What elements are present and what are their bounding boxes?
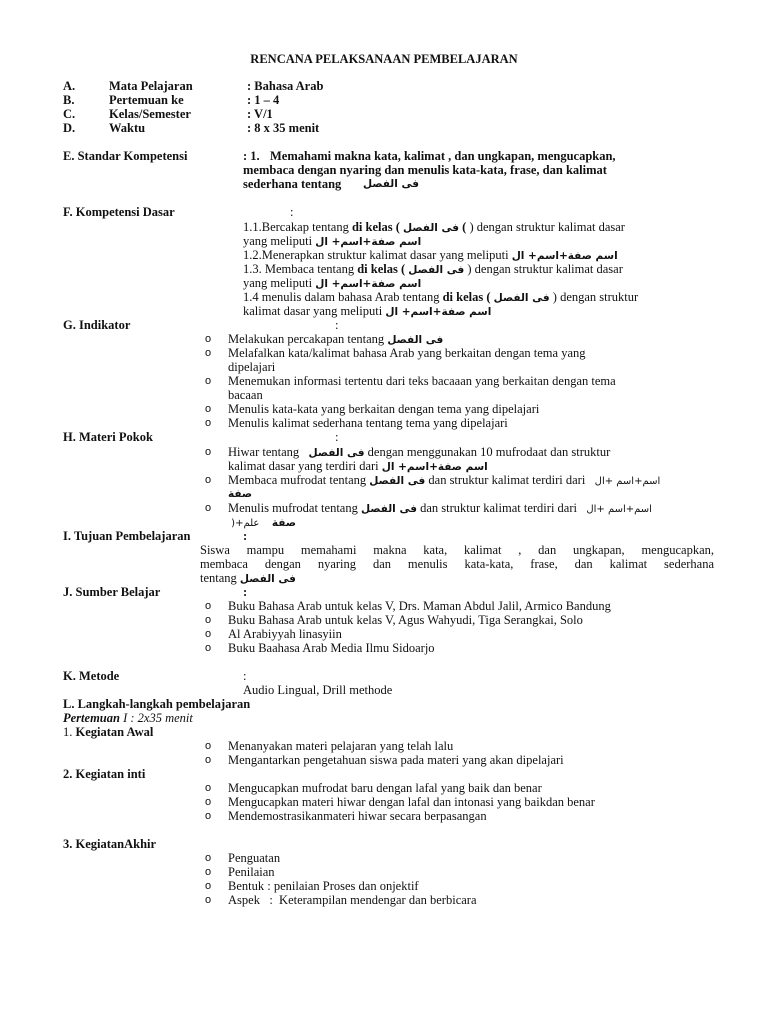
bullet-marker: o	[205, 600, 212, 612]
identity-value: : V/1	[247, 107, 273, 121]
section-heading: J. Sumber Belajar	[63, 585, 161, 599]
kd-item: 1.2.Menerapkan struktur kalimat dasar yang meliputi اسم صفة+اسم+ ال	[243, 248, 618, 262]
bullet-marker: o	[205, 417, 212, 429]
kd-item: 1.3. Membaca tentang di kelas ( فى الفصل ) dengan struktur kalimat dasar	[243, 262, 623, 276]
identity-value: : 1 – 4	[247, 93, 280, 107]
materi-item-continuation: علم+( صفة	[228, 517, 296, 529]
section-heading: G. Indikator	[63, 318, 131, 332]
kegiatan-item: Penilaian	[228, 865, 275, 879]
kegiatan-item: Mengucapkan mufrodat baru dengan lafal yang baik dan benar	[228, 781, 542, 795]
bullet-marker: o	[205, 866, 212, 878]
bullet-marker: o	[205, 403, 212, 415]
section-heading: K. Metode	[63, 669, 120, 683]
identity-letter: C.	[63, 107, 76, 121]
tujuan-text-line: membaca dengan nyaring dan menulis kata-kata, frase, dan kalimat sederhana	[200, 557, 714, 571]
tujuan-text-line: tentang فى الفصل	[200, 571, 296, 585]
bullet-marker: o	[205, 740, 212, 752]
indikator-item-continuation: dipelajari	[228, 360, 276, 374]
bullet-marker: o	[205, 894, 212, 906]
identity-label: Waktu	[109, 121, 146, 135]
materi-item: Menulis mufrodat tentang فى الفصل dan struktur kalimat terdiri dari اسم+اسم +ال	[228, 501, 652, 515]
kd-item: 1.4 menulis dalam bahasa Arab tentang di kelas ( فى الفصل ) dengan struktur	[243, 290, 639, 304]
materi-item: Hiwar tentang فى الفصل dengan menggunakan 10 mufrodaat dan struktur	[228, 445, 611, 459]
section-colon: :	[243, 529, 248, 543]
kegiatan-item: Mendemostrasikanmateri hiwar secara berpasangan	[228, 809, 487, 823]
sk-text-line: membaca dengan nyaring dan menulis kata-kata, frase, dan kalimat	[243, 163, 607, 177]
pertemuan-line: Pertemuan I : 2x35 menit	[63, 711, 193, 725]
bullet-marker: o	[205, 347, 212, 359]
bullet-marker: o	[205, 628, 212, 640]
bullet-marker: o	[205, 474, 212, 486]
kegiatan-item: Bentuk : penilaian Proses dan onjektif	[228, 879, 419, 893]
kd-item-continuation: yang meliputi اسم صفة+اسم+ ال	[243, 234, 422, 248]
identity-label: Kelas/Semester	[109, 107, 191, 121]
sumber-item: Al Arabiyyah linasyiin	[228, 627, 342, 641]
bullet-marker: o	[205, 880, 212, 892]
kegiatan-item: Aspek : Keterampilan mendengar dan berbicara	[228, 893, 477, 907]
bullet-marker: o	[205, 796, 212, 808]
kegiatan-item: Mengantarkan pengetahuan siswa pada materi yang akan dipelajari	[228, 753, 564, 767]
section-heading: L. Langkah-langkah pembelajaran	[63, 697, 251, 711]
section-heading: I. Tujuan Pembelajaran	[63, 529, 191, 543]
kd-item-continuation: kalimat dasar yang meliputi اسم صفة+اسم+ ال	[243, 304, 492, 318]
tujuan-text-line: Siswa mampu memahami makna kata, kalimat , dan ungkapan, mengucapkan,	[200, 543, 714, 557]
bullet-marker: o	[205, 375, 212, 387]
sumber-item: Buku Bahasa Arab untuk kelas V, Drs. Maman Abdul Jalil, Armico Bandung	[228, 599, 611, 613]
bullet-marker: o	[205, 852, 212, 864]
section-colon: :	[243, 669, 247, 683]
section-colon: :	[243, 585, 248, 599]
bullet-marker: o	[205, 333, 212, 345]
section-heading: F. Kompetensi Dasar	[63, 205, 175, 219]
identity-label: Pertemuan ke	[109, 93, 184, 107]
identity-label: Mata Pelajaran	[109, 79, 193, 93]
section-colon: :	[335, 318, 339, 332]
identity-value: : Bahasa Arab	[247, 79, 324, 93]
bullet-marker: o	[205, 642, 212, 654]
kegiatan-awal-heading: 1. Kegiatan Awal	[63, 725, 154, 739]
identity-letter: B.	[63, 93, 75, 107]
sk-number: : 1.	[243, 149, 260, 163]
kd-item: 1.1.Bercakap tentang di kelas ( فى الفصل ( ) dengan struktur kalimat dasar	[243, 220, 625, 234]
identity-letter: A.	[63, 79, 76, 93]
identity-value: : 8 x 35 menit	[247, 121, 320, 135]
section-colon: :	[290, 205, 294, 219]
indikator-item: Menemukan informasi tertentu dari teks bacaaan yang berkaitan dengan tema	[228, 374, 616, 388]
sumber-item: Buku Baahasa Arab Media Ilmu Sidoarjo	[228, 641, 435, 655]
indikator-item-continuation: bacaan	[228, 388, 263, 402]
bullet-marker: o	[205, 810, 212, 822]
identity-letter: D.	[63, 121, 76, 135]
page-title: RENCANA PELAKSANAAN PEMBELAJARAN	[250, 52, 518, 66]
indikator-item: Menulis kata-kata yang berkaitan dengan tema yang dipelajari	[228, 402, 540, 416]
materi-item-continuation: صفة	[228, 488, 253, 500]
kegiatan-inti-heading: 2. Kegiatan inti	[63, 767, 146, 781]
sumber-item: Buku Bahasa Arab untuk kelas V, Agus Wahyudi, Tiga Serangkai, Solo	[228, 613, 583, 627]
section-heading: E. Standar Kompetensi	[63, 149, 188, 163]
bullet-marker: o	[205, 782, 212, 794]
kegiatan-item: Mengucapkan materi hiwar dengan lafal dan intonasi yang baikdan benar	[228, 795, 595, 809]
arabic-text: فى الفصل	[363, 178, 419, 190]
kegiatan-item: Menanyakan materi pelajaran yang telah lalu	[228, 739, 454, 753]
bullet-marker: o	[205, 446, 212, 458]
sk-text-line: Memahami makna kata, kalimat , dan ungkapan, mengucapkan,	[270, 149, 616, 163]
kd-item-continuation: yang meliputi اسم صفة+اسم+ ال	[243, 276, 422, 290]
kegiatan-akhir-heading: 3. KegiatanAkhir	[63, 837, 157, 851]
indikator-item: Melafalkan kata/kalimat bahasa Arab yang berkaitan dengan tema yang	[228, 346, 586, 360]
section-colon: :	[335, 430, 339, 444]
section-heading: H. Materi Pokok	[63, 430, 153, 444]
indikator-item: Menulis kalimat sederhana tentang tema yang dipelajari	[228, 416, 508, 430]
materi-item-continuation: kalimat dasar yang terdiri dari اسم صفة+اسم+ ال	[228, 459, 488, 473]
bullet-marker: o	[205, 614, 212, 626]
metode-value: Audio Lingual, Drill methode	[243, 683, 393, 697]
indikator-item: Melakukan percakapan tentang فى الفصل	[228, 332, 444, 346]
kegiatan-item: Penguatan	[228, 851, 281, 865]
bullet-marker: o	[205, 502, 212, 514]
bullet-marker: o	[205, 754, 212, 766]
materi-item: Membaca mufrodat tentang فى الفصل dan struktur kalimat terdiri dari اسم+اسم +ال	[228, 473, 661, 487]
sk-text-line: sederhana tentang	[243, 177, 342, 191]
